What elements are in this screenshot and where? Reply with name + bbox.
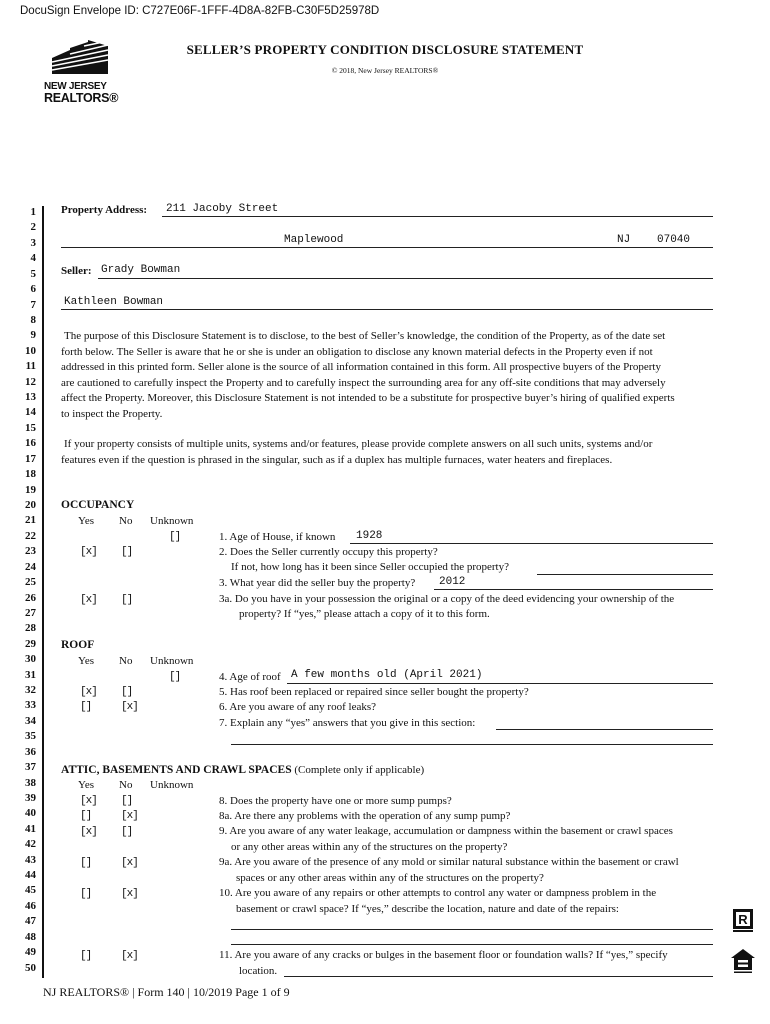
city-value[interactable]: Maplewood xyxy=(284,234,344,246)
logo-line-2: REALTORS® xyxy=(44,91,119,105)
roof-header: ROOF xyxy=(61,639,95,651)
q7-text: 7. Explain any “yes” answers that you give in this section: xyxy=(219,717,476,729)
attic-header-note: (Complete only if applicable) xyxy=(294,764,425,776)
line-number: 42 xyxy=(25,838,36,851)
purpose-paragraph xyxy=(61,329,713,422)
q3-answer[interactable]: 2012 xyxy=(439,576,466,588)
q10-text-1: 10. Are you aware of any repairs or other attempts to control any water or dampness problem in the xyxy=(219,887,657,899)
line-number: 24 xyxy=(25,560,36,573)
address-label: Property Address: xyxy=(61,204,148,216)
col-unknown: Unknown xyxy=(150,779,194,791)
line-number: 40 xyxy=(25,807,36,820)
line-number: 6 xyxy=(30,283,36,296)
copyright: © 2018, New Jersey REALTORS® xyxy=(331,66,439,75)
q11-text-2: location. xyxy=(239,965,278,977)
q6-no-checkbox[interactable]: [x] xyxy=(121,701,138,713)
q2-sub-line xyxy=(537,574,713,575)
envelope-id: DocuSign Envelope ID: C727E06F-1FFF-4D8A-82FB-C30F5D25978D xyxy=(20,5,380,17)
q9a-text-1: 9a. Are you aware of the presence of any mold or similar natural substance within the basement or crawl xyxy=(219,856,679,868)
line-number: 9 xyxy=(30,329,36,342)
q9-text-2: or any other areas within any of the structures on the property? xyxy=(231,841,508,853)
line-number: 21 xyxy=(25,514,36,527)
line-number: 33 xyxy=(25,699,36,712)
q4-answer[interactable]: A few months old (April 2021) xyxy=(291,669,483,681)
line-number: 49 xyxy=(25,946,36,959)
line-number: 3 xyxy=(30,236,36,249)
q8a-no-checkbox[interactable]: [x] xyxy=(121,810,138,822)
line-number: 46 xyxy=(25,899,36,912)
line-number: 28 xyxy=(25,622,36,635)
q7-line-2 xyxy=(231,744,713,745)
realtor-r-icon xyxy=(730,908,756,934)
q9a-text-2: spaces or any other areas within any of the structures on the property? xyxy=(236,872,544,884)
purpose-line: to inspect the Property. xyxy=(61,407,163,420)
q8a-yes-checkbox[interactable]: [] xyxy=(80,810,92,822)
line-number: 2 xyxy=(30,221,36,234)
q11-text-1: 11. Are you aware of any cracks or bulges in the basement floor or foundation walls? If “yes,” specify xyxy=(219,949,668,961)
q6-text: 6. Are you aware of any roof leaks? xyxy=(219,701,376,713)
col-no: No xyxy=(119,515,133,527)
line-number: 22 xyxy=(25,529,36,542)
occupancy-header: OCCUPANCY xyxy=(61,499,135,511)
q1-text: 1. Age of House, if known xyxy=(219,531,336,543)
q10-no-checkbox[interactable]: [x] xyxy=(121,888,138,900)
q11-no-checkbox[interactable]: [x] xyxy=(121,950,138,962)
q3-line xyxy=(434,589,713,590)
q8-no-checkbox[interactable]: [] xyxy=(121,795,133,807)
line-number: 8 xyxy=(30,313,36,326)
line-number: 38 xyxy=(25,776,36,789)
q11-yes-checkbox[interactable]: [] xyxy=(80,950,92,962)
q4-text: 4. Age of roof xyxy=(219,671,281,683)
line-number: 37 xyxy=(25,761,36,774)
logo-line-1: NEW JERSEY xyxy=(44,81,107,92)
q5-yes-checkbox[interactable]: [x] xyxy=(80,686,97,698)
q8-text: 8. Does the property have one or more sump pumps? xyxy=(219,795,452,807)
seller1-line xyxy=(98,278,713,279)
purpose-line: are cautioned to carefully inspect the Property and to carefully inspect the surrounding area for any off-site conditions that may adversely xyxy=(61,376,666,389)
col-unknown: Unknown xyxy=(150,515,194,527)
q9a-yes-checkbox[interactable]: [] xyxy=(80,857,92,869)
purpose-line: forth below. The Seller is aware that he or she is under an obligation to disclose any known material defects in the Property even if not xyxy=(61,345,653,358)
q8a-text: 8a. Are there any problems with the operation of any sump pump? xyxy=(219,810,511,822)
line-number: 39 xyxy=(25,791,36,804)
line-number: 13 xyxy=(25,391,36,404)
q4-unknown-checkbox[interactable]: [] xyxy=(169,671,181,683)
line-number: 36 xyxy=(25,745,36,758)
q3a-no-checkbox[interactable]: [] xyxy=(121,594,133,606)
q1-line xyxy=(350,543,713,544)
equal-housing-icon xyxy=(730,948,756,974)
q11-line xyxy=(284,976,713,977)
q2-no-checkbox[interactable]: [] xyxy=(121,546,133,558)
seller2-value[interactable]: Kathleen Bowman xyxy=(64,296,164,308)
line-number: 34 xyxy=(25,714,36,727)
attic-header-title: ATTIC, BASEMENTS AND CRAWL SPACES xyxy=(61,764,292,776)
col-yes: Yes xyxy=(78,779,95,791)
line-number: 25 xyxy=(25,576,36,589)
line-number: 20 xyxy=(25,498,36,511)
line-number: 10 xyxy=(25,344,36,357)
q3a-text-2: property? If “yes,” please attach a copy of it to this form. xyxy=(239,608,490,620)
q9-yes-checkbox[interactable]: [x] xyxy=(80,826,97,838)
q1-unknown-checkbox[interactable]: [] xyxy=(169,531,181,543)
q7-line-1 xyxy=(496,729,713,730)
q2-yes-checkbox[interactable]: [x] xyxy=(80,546,97,558)
seller1-value[interactable]: Grady Bowman xyxy=(101,264,181,276)
address-line xyxy=(162,216,713,217)
line-number: 32 xyxy=(25,684,36,697)
page-title: SELLER’S PROPERTY CONDITION DISCLOSURE STATEMENT xyxy=(186,42,584,57)
seller2-line xyxy=(61,309,713,310)
q10-line-2 xyxy=(231,944,713,945)
line-number: 30 xyxy=(25,653,36,666)
q2-text: 2. Does the Seller currently occupy this property? xyxy=(219,546,438,558)
line-number: 14 xyxy=(25,406,36,419)
line-number: 43 xyxy=(25,853,36,866)
line-number: 17 xyxy=(25,452,36,465)
col-unknown: Unknown xyxy=(150,655,194,667)
col-yes: Yes xyxy=(78,515,95,527)
line-number: 1 xyxy=(30,206,36,218)
line-number: 7 xyxy=(30,298,36,311)
city-line xyxy=(61,247,713,248)
purpose-line: addressed in this printed form. Seller alone is the source of all information contained in this form. All prospective buyers of the Property xyxy=(61,361,661,373)
q9a-no-checkbox[interactable]: [x] xyxy=(121,857,138,869)
line-number: 29 xyxy=(25,637,36,650)
line-number: 23 xyxy=(25,545,36,558)
line-number: 48 xyxy=(25,930,36,943)
line-number: 11 xyxy=(25,360,36,373)
line-number: 27 xyxy=(25,606,36,619)
col-yes: Yes xyxy=(78,655,95,667)
line-number: 45 xyxy=(25,884,36,897)
line-number: 5 xyxy=(30,267,36,280)
footer: NJ REALTORS® | Form 140 | 10/2019 Page 1 of 9 xyxy=(43,985,290,999)
q4-line xyxy=(287,683,713,684)
multi-unit-line: If your property consists of multiple units, systems and/or features, please provide complete answers on all such units, systems and/or xyxy=(64,438,653,450)
line-number: 44 xyxy=(25,869,36,882)
col-no: No xyxy=(119,655,133,667)
multi-unit-paragraph xyxy=(61,437,713,468)
line-number: 16 xyxy=(25,437,36,450)
address-value[interactable]: 211 Jacoby Street xyxy=(166,203,279,215)
line-number: 19 xyxy=(25,483,36,496)
seller-label: Seller: xyxy=(61,265,92,277)
line-number: 35 xyxy=(25,730,36,743)
margin-rule xyxy=(42,206,44,978)
zip-value[interactable]: 07040 xyxy=(657,234,691,246)
line-number: 15 xyxy=(25,421,36,434)
q5-no-checkbox[interactable]: [] xyxy=(121,686,133,698)
purpose-line: affect the Property. Moreover, this Disclosure Statement is not intended to be a substitute for prospective buyer’s hiring of qualified experts xyxy=(61,392,675,404)
q10-line-1 xyxy=(231,929,713,930)
q10-text-2: basement or crawl space? If “yes,” describe the location, nature and date of the repairs: xyxy=(236,903,619,915)
q10-yes-checkbox[interactable]: [] xyxy=(80,888,92,900)
q5-text: 5. Has roof been replaced or repaired since seller bought the property? xyxy=(219,686,529,698)
line-number: 47 xyxy=(25,915,36,928)
q1-answer[interactable]: 1928 xyxy=(356,530,383,542)
attic-header xyxy=(61,764,424,776)
q9-text-1: 9. Are you aware of any water leakage, accumulation or dampness within the basement or crawl spaces xyxy=(219,825,673,837)
line-number: 18 xyxy=(25,468,36,481)
q8-yes-checkbox[interactable]: [x] xyxy=(80,795,97,807)
state-value[interactable]: NJ xyxy=(617,234,631,246)
q9-no-checkbox[interactable]: [] xyxy=(121,826,133,838)
q6-yes-checkbox[interactable]: [] xyxy=(80,701,92,713)
q3a-yes-checkbox[interactable]: [x] xyxy=(80,594,97,606)
line-number: 41 xyxy=(25,822,36,835)
multi-unit-line: features even if the question is phrased in the singular, such as if a duplex has multiple furnaces, water heaters and fireplaces. xyxy=(61,453,613,466)
q2-sub-text: If not, how long has it been since Seller occupied the property? xyxy=(231,561,509,573)
q3a-text-1: 3a. Do you have in your possession the original or a copy of the deed evidencing your ownership of the xyxy=(219,593,675,605)
line-number: 26 xyxy=(25,591,36,604)
purpose-line: The purpose of this Disclosure Statement is to disclose, to the best of Seller’s knowledge, the condition of the Property, as of the date set xyxy=(64,330,666,342)
q3-text: 3. What year did the seller buy the property? xyxy=(219,577,416,589)
line-number: 12 xyxy=(25,375,36,388)
svg-text:R: R xyxy=(738,912,748,927)
line-number: 50 xyxy=(25,961,36,974)
line-number: 31 xyxy=(25,668,36,681)
line-number: 4 xyxy=(30,252,36,265)
col-no: No xyxy=(119,779,133,791)
